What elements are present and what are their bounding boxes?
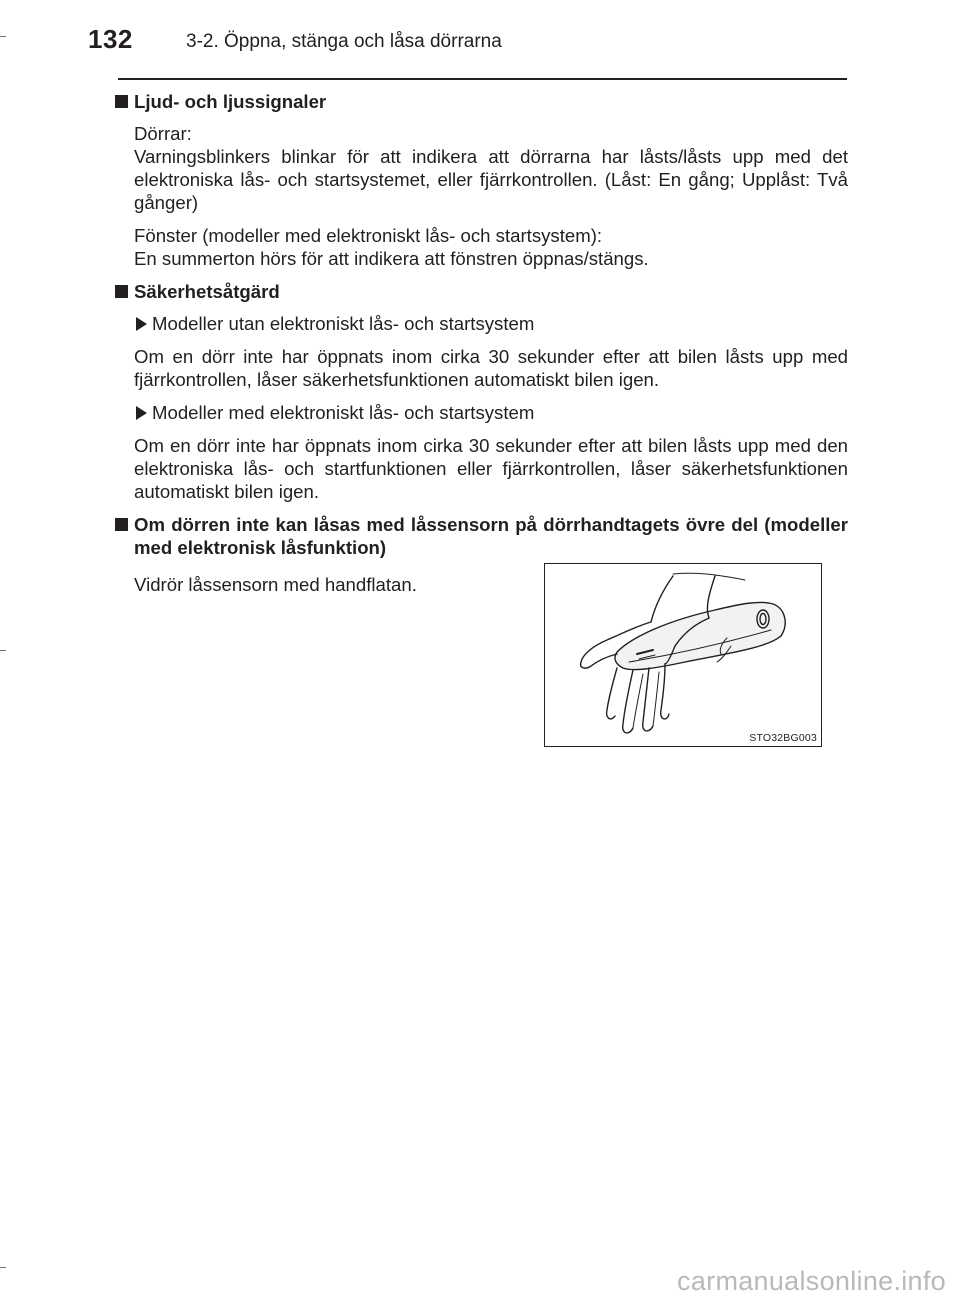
body-paragraph: Fönster (modeller med elektroniskt lås- och startsystem):: [134, 225, 603, 246]
square-bullet-icon: [115, 95, 128, 108]
sub-item-label: [134, 401, 848, 424]
hand-on-door-handle-illustration-icon: [545, 564, 821, 746]
heading-text: Säkerhetsåtgärd: [134, 281, 280, 302]
crop-mark: [0, 36, 6, 37]
body-paragraph: Varningsblinkers blinkar för att indikera att dörrarna har låsts/låsts upp med det elektroniska lås- och startsystemet, eller fjärrkontrollen. (Låst: En gång; Upplåst: Två gånger): [134, 146, 848, 213]
section-heading: [113, 90, 848, 113]
page-number: 132: [88, 24, 133, 54]
body-paragraph: Dörrar:: [134, 123, 192, 144]
page-content: [113, 90, 848, 596]
crop-mark: [0, 1267, 6, 1268]
sub-item-text: Modeller med elektroniskt lås- och startsystem: [152, 402, 535, 423]
body-paragraph: Om en dörr inte har öppnats inom cirka 30 sekunder efter att bilen låsts upp med fjärrkontrollen, låser säkerhetsfunktionen automatiskt bilen igen.: [134, 346, 848, 390]
sub-item-text: Modeller utan elektroniskt lås- och startsystem: [152, 313, 535, 334]
figure-code: STO32BG003: [749, 732, 817, 744]
heading-text: Ljud- och ljussignaler: [134, 91, 327, 112]
section-title: 3-2. Öppna, stänga och låsa dörrarna: [186, 31, 502, 52]
section-heading: [113, 280, 848, 303]
door-handle-figure: [544, 563, 822, 747]
watermark: carmanualsonline.info: [677, 1266, 946, 1296]
header-divider: [118, 78, 847, 80]
body-paragraph: Vidrör låssensorn med handflatan.: [134, 574, 417, 595]
triangle-bullet-icon: [136, 317, 147, 331]
square-bullet-icon: [115, 518, 128, 531]
body-paragraph: Om en dörr inte har öppnats inom cirka 30 sekunder efter att bilen låsts upp med den elektroniska lås- och startfunktionen eller fjärrkontrollen, låser säkerhetsfunktionen automatiskt bilen igen.: [134, 435, 848, 502]
triangle-bullet-icon: [136, 406, 147, 420]
heading-text: Om dörren inte kan låsas med låssensorn på dörrhandtagets övre del (modeller med elektronisk låsfunktion): [134, 514, 848, 558]
sub-item-label: [134, 312, 848, 335]
body-paragraph: En summerton hörs för att indikera att fönstren öppnas/stängs.: [134, 248, 649, 269]
section-heading: [113, 513, 848, 559]
crop-mark: [0, 650, 6, 651]
square-bullet-icon: [115, 285, 128, 298]
